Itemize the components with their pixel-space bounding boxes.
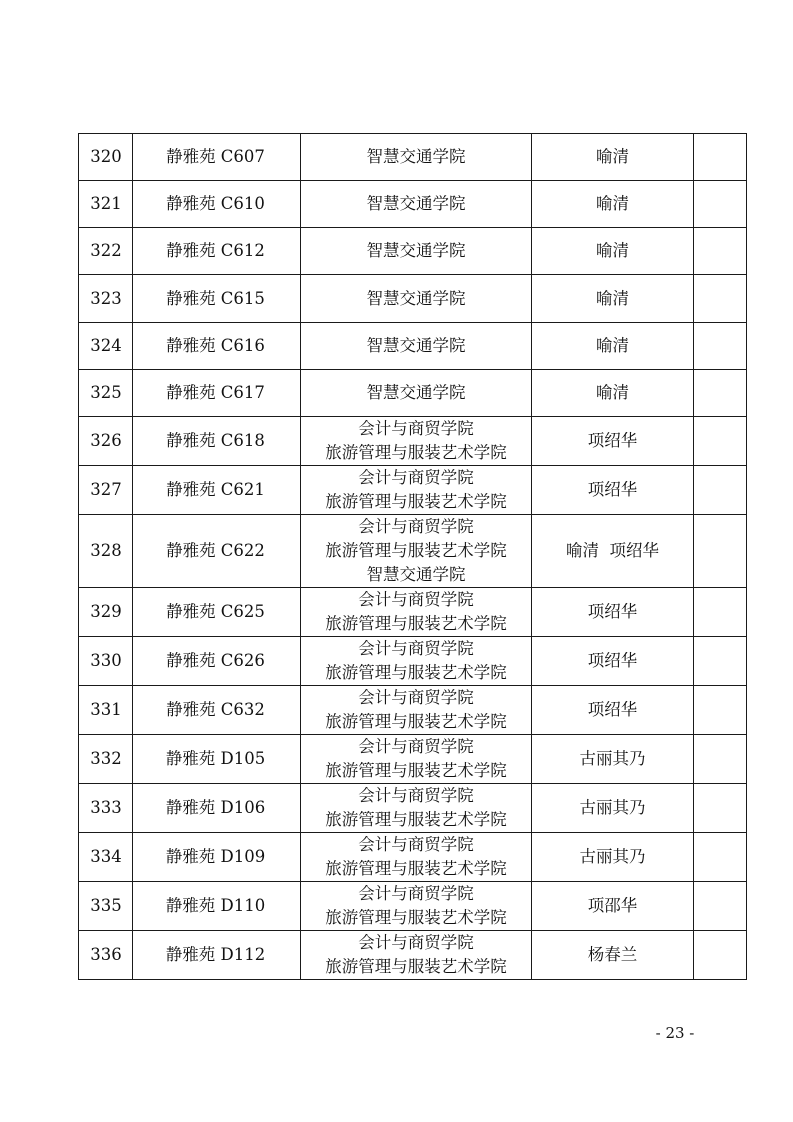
manager-cell: 项绍华 xyxy=(532,417,694,466)
row-number-cell: 335 xyxy=(79,882,133,931)
row-number-cell: 334 xyxy=(79,833,133,882)
manager-cell: 古丽其乃 xyxy=(532,833,694,882)
college-name: 会计与商贸学院 xyxy=(358,786,474,805)
college-cell xyxy=(301,228,532,275)
note-cell xyxy=(694,134,747,181)
college-name: 旅游管理与服装艺术学院 xyxy=(325,957,507,976)
manager-cell: 项绍华 xyxy=(532,686,694,735)
page-number: - 23 - xyxy=(655,1024,695,1042)
room-cell: 静雅苑 C617 xyxy=(133,370,301,417)
room-cell: 静雅苑 D105 xyxy=(133,735,301,784)
college-name: 智慧交通学院 xyxy=(366,336,466,355)
college-cell xyxy=(301,588,532,637)
row-number-cell: 321 xyxy=(79,181,133,228)
college-name: 旅游管理与服装艺术学院 xyxy=(325,541,507,560)
table-row xyxy=(79,228,747,275)
manager-cell: 项绍华 xyxy=(532,588,694,637)
college-cell xyxy=(301,833,532,882)
room-cell: 静雅苑 C615 xyxy=(133,275,301,323)
college-name: 智慧交通学院 xyxy=(366,288,466,308)
room-cell: 静雅苑 C632 xyxy=(133,686,301,735)
college-cell xyxy=(301,735,532,784)
college-name: 旅游管理与服装艺术学院 xyxy=(325,908,507,927)
college-cell xyxy=(301,686,532,735)
note-cell xyxy=(694,323,747,370)
college-name: 会计与商贸学院 xyxy=(358,835,474,854)
college-cell xyxy=(301,931,532,980)
note-cell xyxy=(694,275,747,323)
table-row xyxy=(79,370,747,417)
room-cell: 静雅苑 C618 xyxy=(133,417,301,466)
note-cell xyxy=(694,735,747,784)
table-row xyxy=(79,417,747,466)
college-cell xyxy=(301,181,532,228)
college-name: 智慧交通学院 xyxy=(366,147,466,166)
row-number-cell: 328 xyxy=(79,515,133,588)
college-cell xyxy=(301,882,532,931)
table-row xyxy=(79,466,747,515)
row-number-cell: 336 xyxy=(79,931,133,980)
dormitory-table xyxy=(78,133,747,980)
table-row xyxy=(79,686,747,735)
room-cell: 静雅苑 C607 xyxy=(133,134,301,181)
college-name: 旅游管理与服装艺术学院 xyxy=(325,810,507,829)
college-name: 会计与商贸学院 xyxy=(358,639,474,658)
note-cell xyxy=(694,833,747,882)
college-name: 旅游管理与服装艺术学院 xyxy=(325,663,507,682)
row-number-cell: 324 xyxy=(79,323,133,370)
college-name: 旅游管理与服装艺术学院 xyxy=(325,712,507,731)
manager-cell: 项绍华 xyxy=(532,637,694,686)
note-cell xyxy=(694,882,747,931)
college-name: 智慧交通学院 xyxy=(366,383,466,402)
row-number-cell: 320 xyxy=(79,134,133,181)
college-cell xyxy=(301,515,532,588)
college-cell xyxy=(301,417,532,466)
table-row xyxy=(79,275,747,323)
row-number-cell: 327 xyxy=(79,466,133,515)
table-row xyxy=(79,637,747,686)
college-name: 旅游管理与服装艺术学院 xyxy=(325,859,507,878)
room-cell: 静雅苑 C626 xyxy=(133,637,301,686)
manager-cell: 喻清 xyxy=(532,134,694,181)
row-number-cell: 332 xyxy=(79,735,133,784)
table-row xyxy=(79,134,747,181)
room-cell: 静雅苑 C616 xyxy=(133,323,301,370)
note-cell xyxy=(694,370,747,417)
college-name: 旅游管理与服装艺术学院 xyxy=(325,492,507,511)
table-row xyxy=(79,515,747,588)
manager-cell: 喻清 xyxy=(532,323,694,370)
room-cell: 静雅苑 C625 xyxy=(133,588,301,637)
college-name: 会计与商贸学院 xyxy=(358,468,474,487)
note-cell xyxy=(694,588,747,637)
room-cell: 静雅苑 C610 xyxy=(133,181,301,228)
row-number-cell: 331 xyxy=(79,686,133,735)
manager-cell: 喻清 xyxy=(532,275,694,323)
table-row xyxy=(79,323,747,370)
table-body xyxy=(79,134,747,980)
row-number-cell: 326 xyxy=(79,417,133,466)
manager-cell: 杨春兰 xyxy=(532,931,694,980)
college-cell xyxy=(301,466,532,515)
college-cell xyxy=(301,637,532,686)
note-cell xyxy=(694,637,747,686)
manager-cell: 古丽其乃 xyxy=(532,784,694,833)
note-cell xyxy=(694,686,747,735)
college-name: 会计与商贸学院 xyxy=(358,419,474,438)
table-row xyxy=(79,833,747,882)
college-name: 智慧交通学院 xyxy=(366,565,466,584)
table-row xyxy=(79,784,747,833)
college-cell xyxy=(301,134,532,181)
row-number-cell: 329 xyxy=(79,588,133,637)
room-cell: 静雅苑 C612 xyxy=(133,228,301,275)
note-cell xyxy=(694,228,747,275)
room-cell: 静雅苑 D109 xyxy=(133,833,301,882)
table-row xyxy=(79,735,747,784)
room-cell: 静雅苑 C621 xyxy=(133,466,301,515)
manager-cell: 古丽其乃 xyxy=(532,735,694,784)
room-cell: 静雅苑 C622 xyxy=(133,515,301,588)
note-cell xyxy=(694,931,747,980)
college-name: 会计与商贸学院 xyxy=(358,884,474,903)
college-cell xyxy=(301,275,532,323)
room-cell: 静雅苑 D112 xyxy=(133,931,301,980)
table-row xyxy=(79,181,747,228)
row-number-cell: 325 xyxy=(79,370,133,417)
college-name: 旅游管理与服装艺术学院 xyxy=(325,614,507,633)
manager-cell: 喻清 项绍华 xyxy=(532,515,694,588)
row-number-cell: 333 xyxy=(79,784,133,833)
note-cell xyxy=(694,417,747,466)
college-name: 智慧交通学院 xyxy=(366,194,466,213)
college-cell xyxy=(301,323,532,370)
manager-cell: 喻清 xyxy=(532,181,694,228)
row-number-cell: 322 xyxy=(79,228,133,275)
note-cell xyxy=(694,466,747,515)
row-number-cell: 323 xyxy=(79,275,133,323)
table-row xyxy=(79,588,747,637)
row-number-cell: 330 xyxy=(79,637,133,686)
table-row xyxy=(79,931,747,980)
college-name: 会计与商贸学院 xyxy=(358,517,474,536)
college-name: 智慧交通学院 xyxy=(366,241,466,260)
college-name: 会计与商贸学院 xyxy=(358,688,474,707)
note-cell xyxy=(694,515,747,588)
college-name: 会计与商贸学院 xyxy=(358,590,474,609)
college-name: 会计与商贸学院 xyxy=(358,737,474,756)
note-cell xyxy=(694,784,747,833)
room-cell: 静雅苑 D110 xyxy=(133,882,301,931)
manager-cell: 项绍华 xyxy=(532,466,694,515)
table-row xyxy=(79,882,747,931)
college-name: 会计与商贸学院 xyxy=(358,933,474,952)
manager-cell: 喻清 xyxy=(532,228,694,275)
manager-cell: 喻清 xyxy=(532,370,694,417)
room-cell: 静雅苑 D106 xyxy=(133,784,301,833)
college-name: 旅游管理与服装艺术学院 xyxy=(325,443,507,462)
college-cell xyxy=(301,784,532,833)
manager-cell: 项邵华 xyxy=(532,882,694,931)
college-cell xyxy=(301,370,532,417)
college-name: 旅游管理与服装艺术学院 xyxy=(325,761,507,780)
note-cell xyxy=(694,181,747,228)
